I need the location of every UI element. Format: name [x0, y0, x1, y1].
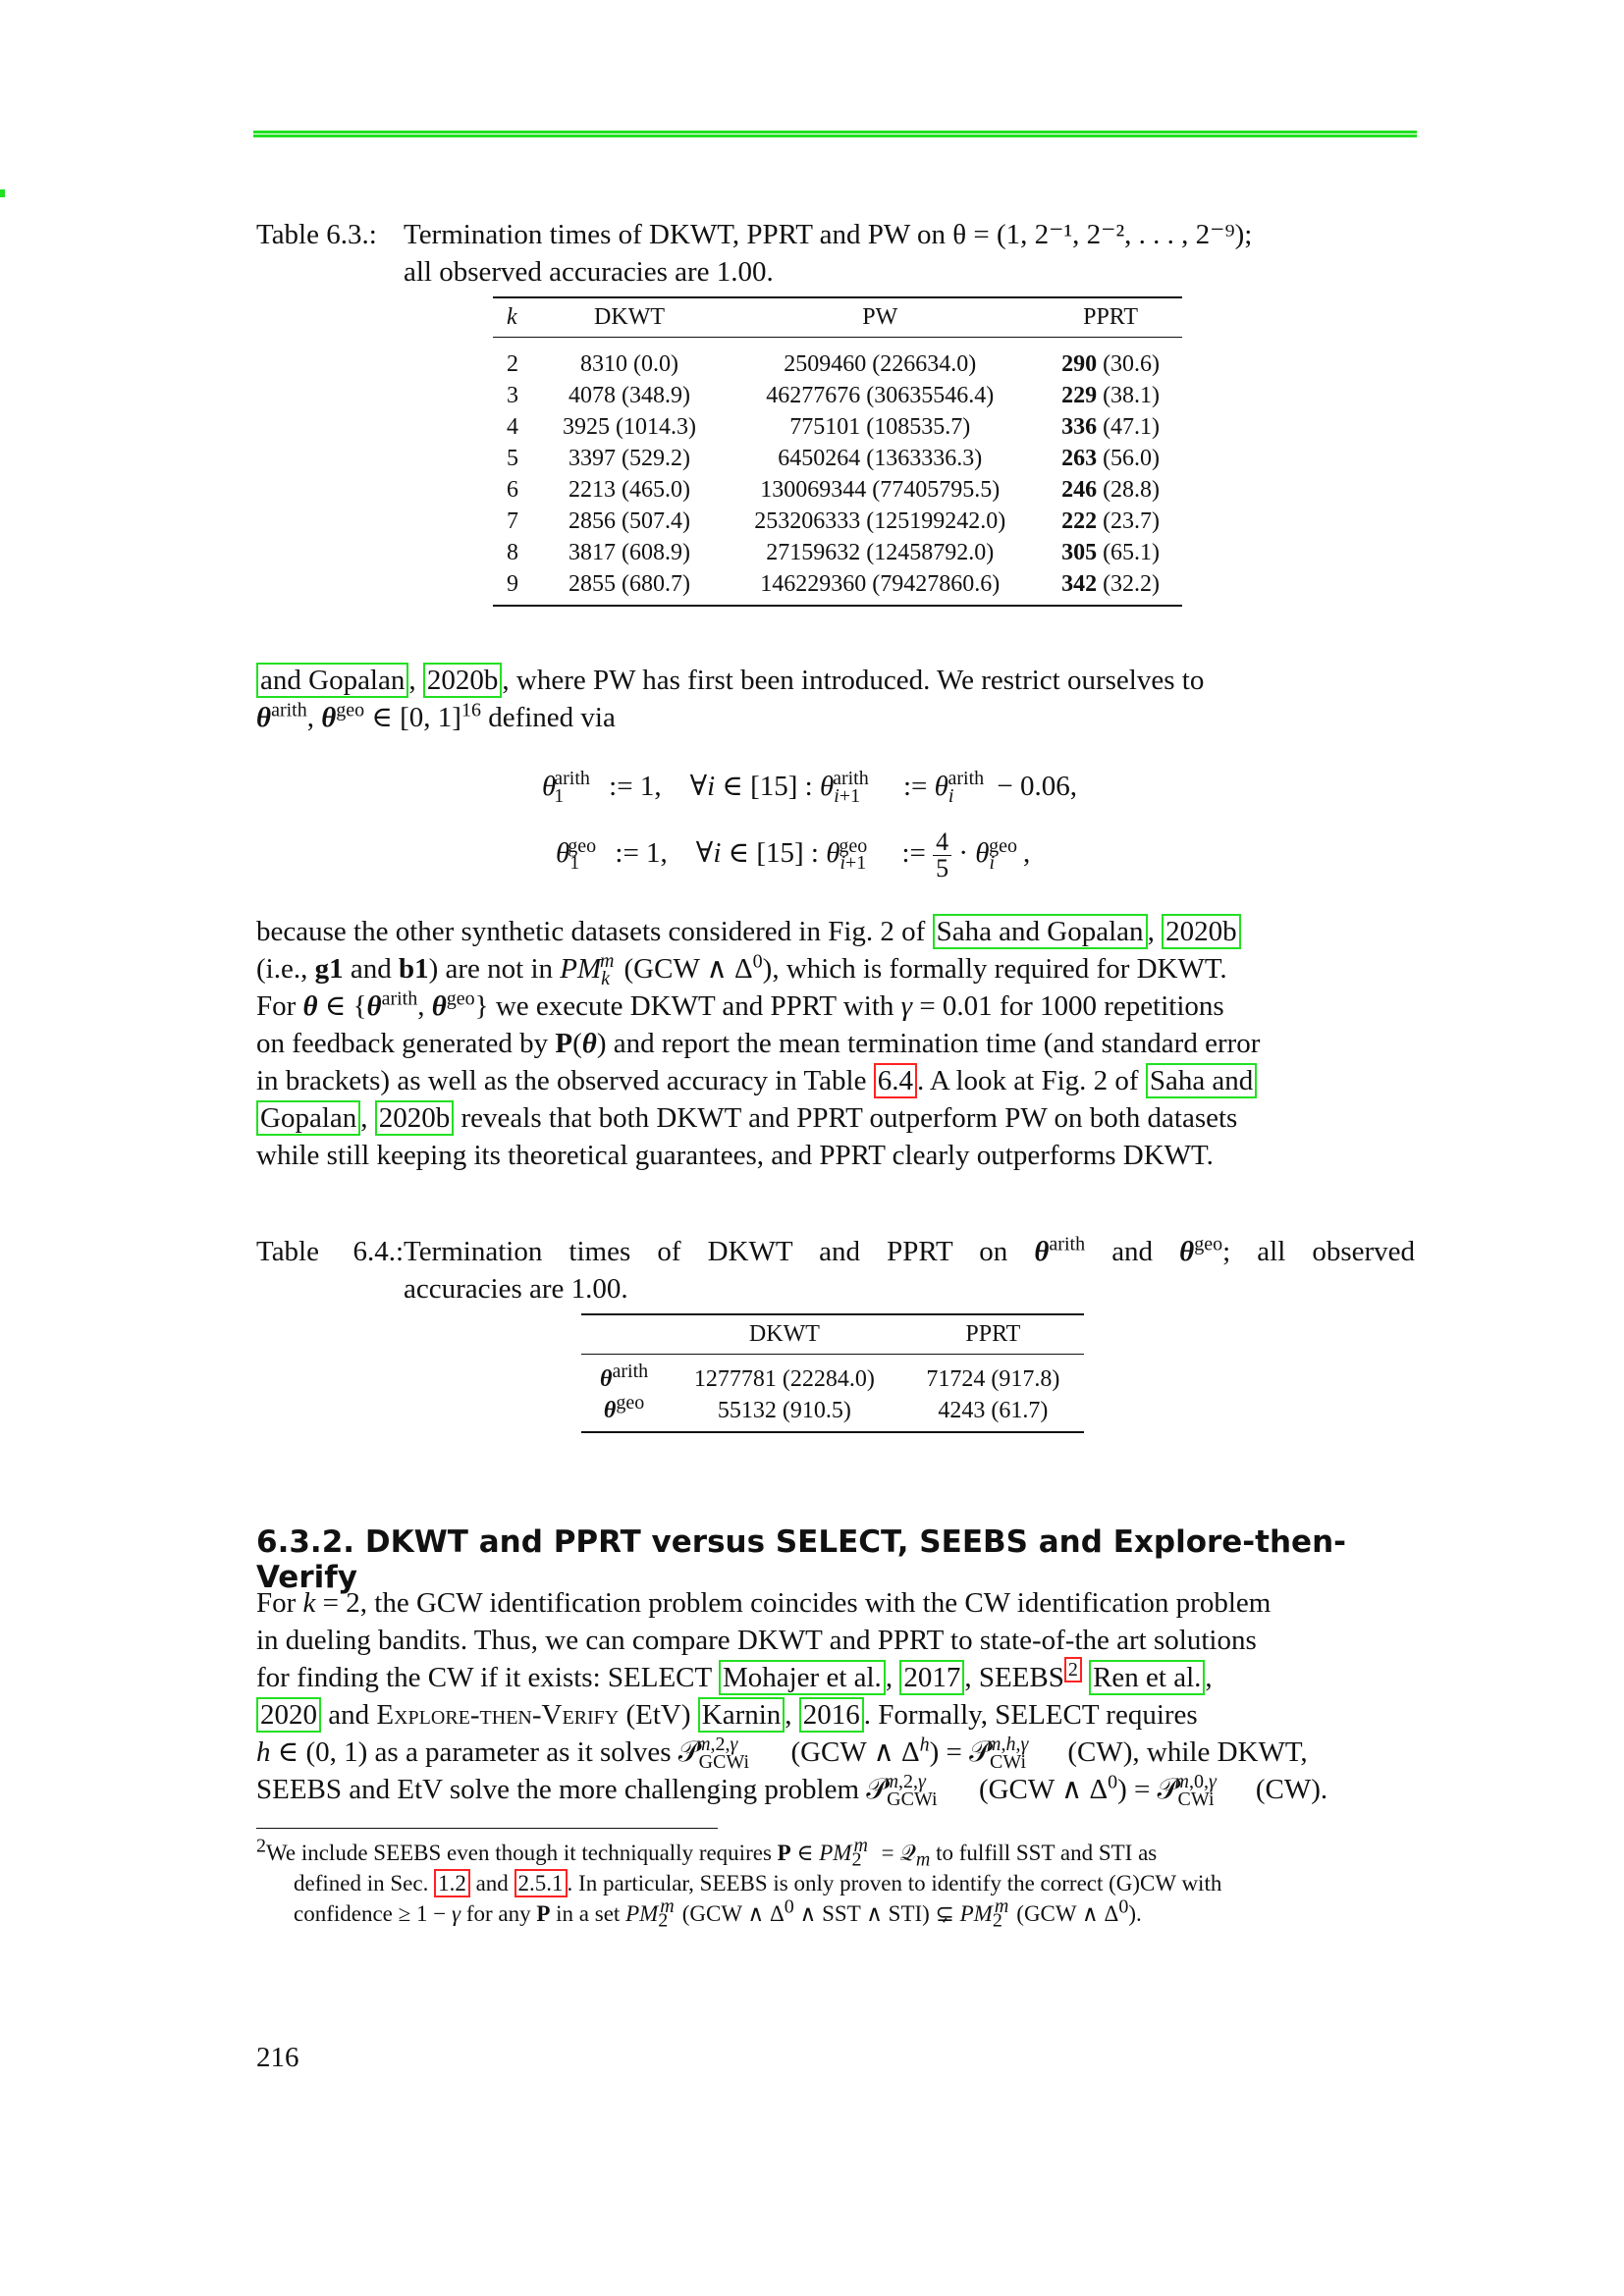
- caption-line: all observed accuracies are 1.00.: [404, 256, 774, 288]
- cell-k: 6: [507, 477, 518, 503]
- cell-pw: 46277676 (30635546.4): [766, 383, 995, 408]
- equation-arith: $\theta_1^{arith}$ := 1, ∀i ∈ [15] : $\theta_{i+1}^{arith}$ := $\theta_i^{arith} - 0.06$,: [542, 768, 1077, 807]
- cell-pprt: 222 (23.7): [1061, 508, 1161, 534]
- citation-link[interactable]: 2020: [256, 1697, 321, 1733]
- paragraph-2: because the other synthetic datasets considered in Fig. 2 of Saha and Gopalan , 2020b (i.e., g1 and b1) are not in $PM_k^m$ (GCW ∧ $\Delta^0$), which is formally required for DKWT. For θ ∈ {$\theta^{arith}$, $\theta^{geo}$} we execute DKWT and PPRT with γ = 0.01 for 1000 repetitions on feedback generated by P(θ) and report the mean termination time (and standard error in brackets) as well as the observed accuracy in Table 6.4 . A look at Fig. 2 of Saha and Gopalan , 2020b reveals that both DKWT and PPRT outperform PW on both datasets while still keeping its theoretical guarantees, and PPRT clearly outperforms DKWT.: [256, 916, 1261, 1171]
- table-row: [581, 1395, 1084, 1432]
- cell-pprt: 71724 (917.8): [926, 1366, 1060, 1392]
- cell-pw: 130069344 (77405795.5): [760, 477, 1001, 503]
- citation-link[interactable]: Saha and: [1146, 1063, 1258, 1098]
- col-header-blank: [581, 1314, 667, 1355]
- margin-marker: [0, 189, 5, 197]
- cell-theta: $\theta^{geo}$: [603, 1392, 645, 1423]
- table-row: [493, 380, 1182, 411]
- col-header-k: k: [507, 304, 517, 330]
- cell-pw: 6450264 (1363336.3): [778, 446, 983, 471]
- section-ref-link[interactable]: 1.2: [434, 1869, 470, 1897]
- paragraph-3: For k = 2, the GCW identification problem coincides with the CW identification problem in dueling bandits. Thus, we can compare DKWT and PPRT to state-of-the art solutions for finding the CW if it exists: SELECT Mohajer et al. , 2017 , SEEBS $^2$ Ren et al. , 2020 and Explore-then-Verify (EtV) Karnin , 2016 . Formally, SELECT requires h ∈ (0, 1) as a parameter as it solves 𝒫$_{GCWi}^{m,2,\gamma}$ (GCW ∧ $\Delta^h$) = 𝒫$_{CWi}^{m,h,\gamma}$ (CW), while DKWT, SEEBS and EtV solve the more challenging problem 𝒫$_{GCWi}^{m,2,\gamma}$ (GCW ∧ $\Delta^0$) = 𝒫$_{CWi}^{m,0,\gamma}$ (CW).: [256, 1587, 1328, 1810]
- cell-dkwt: 2855 (680.7): [568, 571, 691, 597]
- table-label: Table 6.3.:: [256, 219, 377, 250]
- citation-link[interactable]: Ren et al.: [1089, 1660, 1205, 1695]
- cell-k: 9: [507, 571, 518, 597]
- table-row: [493, 338, 1182, 381]
- cell-dkwt: 3817 (608.9): [568, 540, 691, 565]
- cell-dkwt: 4078 (348.9): [568, 383, 691, 408]
- cell-pw: 775101 (108535.7): [789, 414, 971, 440]
- col-header-pprt: PPRT: [965, 1321, 1021, 1347]
- table-row: [493, 411, 1182, 443]
- caption-line: Termination times of DKWT, PPRT and PW on θ = (1, 2⁻¹, 2⁻², . . . , 2⁻⁹);: [404, 219, 1253, 250]
- col-header-dkwt: DKWT: [594, 304, 666, 330]
- cell-pprt: 336 (47.1): [1061, 414, 1161, 440]
- cell-dkwt: 8310 (0.0): [580, 351, 679, 377]
- footnote: $^2$We include SEEBS even though it techniqually requires P ∈ $PM_2^m$ = 𝒬$_m$ to fulfill SST and STI as defined in Sec. 1.2 and 2.5.1 . In particular, SEEBS is only proven to identify the correct (G)CW with confidence ≥ 1 − γ for any P in a set $PM_2^m$ (GCW ∧ $\Delta^0$ ∧ SST ∧ STI) ⊊ $PM_2^m$ (GCW ∧ $\Delta^0$).: [256, 1835, 1222, 1932]
- citation-link[interactable]: Mohajer et al.: [719, 1660, 886, 1695]
- cell-pprt: 263 (56.0): [1061, 446, 1161, 471]
- section-ref-link[interactable]: 2.5.1: [514, 1869, 568, 1897]
- table-6-3-caption: [256, 216, 1415, 291]
- footnote-ref-link[interactable]: 2: [1064, 1657, 1082, 1682]
- table-6-3: [493, 296, 1182, 607]
- table-row: [493, 568, 1182, 606]
- cell-pprt: 342 (32.2): [1061, 571, 1161, 597]
- cell-theta: $\theta^{arith}$: [600, 1361, 649, 1392]
- cell-k: 3: [507, 383, 518, 408]
- cell-dkwt: 3925 (1014.3): [563, 414, 697, 440]
- cell-dkwt: 1277781 (22284.0): [693, 1366, 875, 1392]
- cell-k: 2: [507, 351, 518, 377]
- cell-dkwt: 2856 (507.4): [568, 508, 691, 534]
- section-heading: 6.3.2. DKWT and PPRT versus SELECT, SEEBS and Explore-then-Verify: [256, 1524, 1347, 1595]
- citation-link[interactable]: Karnin: [698, 1697, 785, 1733]
- citation-link[interactable]: Gopalan: [256, 1100, 360, 1136]
- citation-link[interactable]: 2017: [899, 1660, 964, 1695]
- cell-pw: 146229360 (79427860.6): [760, 571, 1001, 597]
- equation-geo: $\theta_1^{geo}$ := 1, ∀i ∈ [15] : $\theta_{i+1}^{geo}$ := $\frac{4}{5}$ · $\theta_i^{geo}$ ,: [556, 828, 1031, 882]
- cell-dkwt: 3397 (529.2): [568, 446, 691, 471]
- paragraph-1: and Gopalan , 2020b , where PW has first been introduced. We restrict ourselves to $\theta^{arith}$, $\theta^{geo}$ ∈ [0, 1]$^{16}$ defined via: [256, 665, 1205, 733]
- cell-dkwt: 55132 (910.5): [717, 1398, 851, 1423]
- table-row: [493, 474, 1182, 506]
- table-row: [493, 537, 1182, 568]
- cell-pprt: 4243 (61.7): [938, 1398, 1049, 1423]
- cell-pw: 27159632 (12458792.0): [766, 540, 995, 565]
- page-number: 216: [256, 2042, 299, 2073]
- cell-pprt: 229 (38.1): [1061, 383, 1161, 408]
- citation-link[interactable]: Saha and Gopalan: [933, 914, 1148, 949]
- col-header-pw: PW: [862, 304, 898, 330]
- citation-link[interactable]: 2016: [799, 1697, 864, 1733]
- table-row: [493, 443, 1182, 474]
- cell-pw: 253206333 (125199242.0): [754, 508, 1006, 534]
- table-6-4: [581, 1313, 1084, 1433]
- col-header-pprt: PPRT: [1083, 304, 1139, 330]
- cell-pprt: 290 (30.6): [1061, 351, 1161, 377]
- cell-k: 8: [507, 540, 518, 565]
- citation-link[interactable]: 2020b: [375, 1100, 455, 1136]
- cell-k: 7: [507, 508, 518, 534]
- cell-dkwt: 2213 (465.0): [568, 477, 691, 503]
- table-ref-link[interactable]: 6.4: [874, 1063, 917, 1098]
- cell-k: 4: [507, 414, 518, 440]
- table-row: [493, 506, 1182, 537]
- cell-pw: 2509460 (226634.0): [784, 351, 977, 377]
- citation-link[interactable]: 2020b: [1162, 914, 1241, 949]
- table-6-4-caption: Table 6.4.:Termination times of DKWT and PPRT on $\theta^{arith}$ and $\theta^{geo}$; all observed accuracies are 1.00.: [256, 1233, 1416, 1305]
- table-row: [581, 1355, 1084, 1396]
- footnote-rule: [256, 1828, 718, 1829]
- cell-pprt: 246 (28.8): [1061, 477, 1161, 503]
- header-rule: [253, 131, 1417, 137]
- col-header-dkwt: DKWT: [748, 1321, 820, 1347]
- cell-pprt: 305 (65.1): [1061, 540, 1161, 565]
- citation-link[interactable]: and Gopalan: [256, 663, 408, 698]
- cell-k: 5: [507, 446, 518, 471]
- citation-link[interactable]: 2020b: [423, 663, 503, 698]
